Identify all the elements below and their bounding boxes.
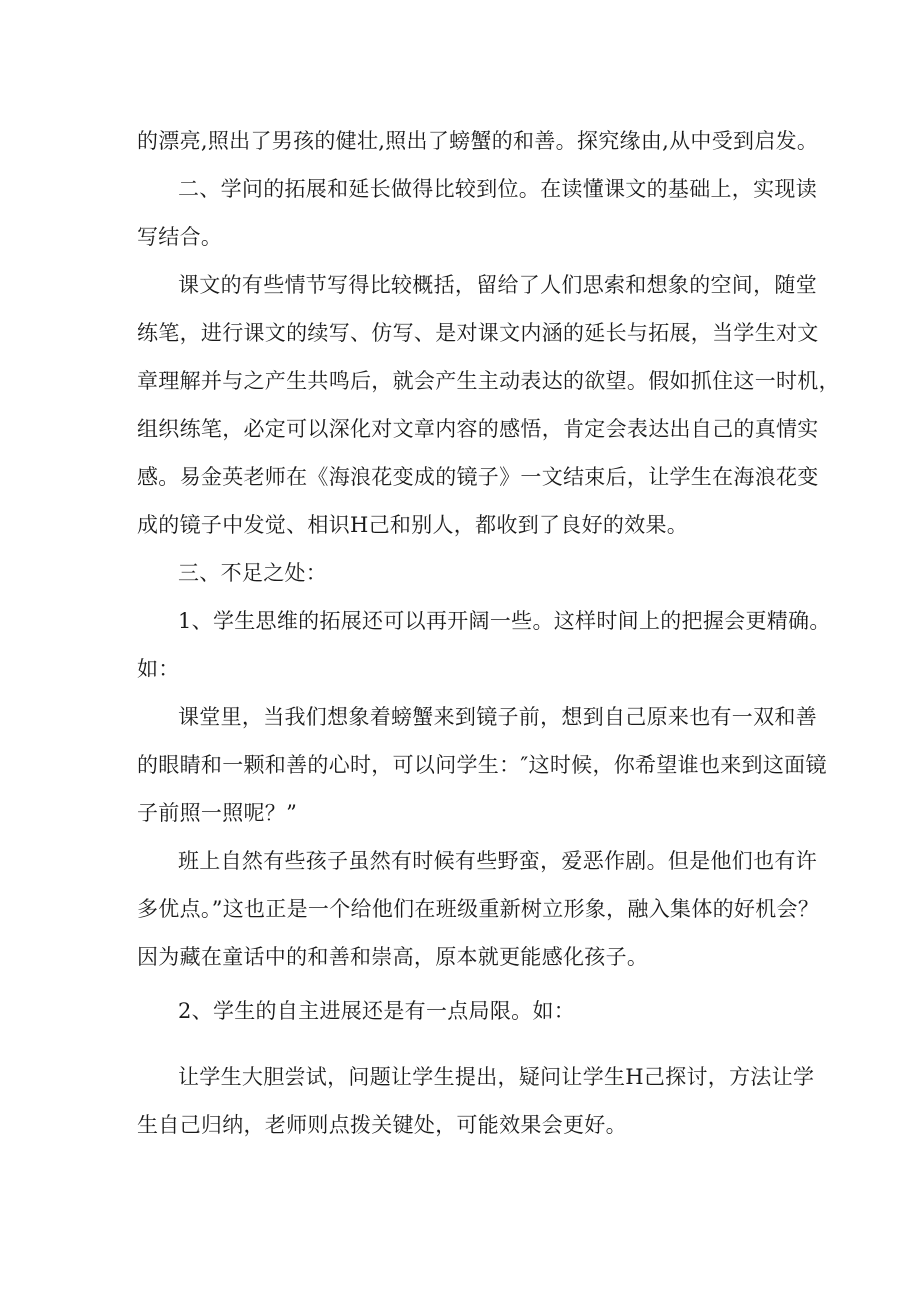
text-line: 子前照一照呢？”: [137, 801, 298, 825]
text-line: 生自己归纳，老师则点拨关键处，可能效果会更好。: [137, 1113, 627, 1137]
text-line: 让学生大胆尝试，问题让学生提出，疑问让学生H己探讨，方法让学: [178, 1065, 815, 1089]
text-line: 2、学生的自主进展还是有一点局限。如：: [178, 999, 576, 1023]
section-heading: 三、不足之处：: [178, 561, 328, 585]
text-line: 的漂亮,照出了男孩的健壮,照出了螃蟹的和善。探究缘由,从中受到启发。: [137, 129, 819, 153]
text-line: 课文的有些情节写得比较概括，留给了人们思索和想象的空间，随堂: [178, 273, 817, 297]
text-line: 写结合。: [137, 225, 223, 249]
text-line: 组织练笔，必定可以深化对文章内容的感悟，肯定会表达出自己的真情实: [137, 417, 819, 441]
text-line: 的眼睛和一颗和善的心时，可以问学生：″这时候，你希望谁也来到这面镜: [137, 753, 827, 777]
text-line: 多优点。”这也正是一个给他们在班级重新树立形象，融入集体的好机会？: [137, 897, 820, 921]
text-line: 如：: [137, 657, 180, 681]
text-line: 成的镜子中发觉、相识H己和别人，都收到了良好的效果。: [137, 513, 689, 537]
section-heading: 二、学问的拓展和延长做得比较到位。在读懂课文的基础上，实现读: [178, 177, 817, 201]
text-line: 章理解并与之产生共鸣后，就会产生主动表达的欲望。假如抓住这一时机，: [137, 369, 840, 393]
text-line: 因为藏在童话中的和善和崇高，原本就更能感化孩子。: [137, 945, 649, 969]
text-line: 感。易金英老师在《海浪花变成的镜子》一文结束后，让学生在海浪花变: [137, 465, 819, 489]
text-line: 练笔，进行课文的续写、仿写、是对课文内涵的延长与拓展，当学生对文: [137, 321, 819, 345]
text-line: 1、学生思维的拓展还可以再开阔一些。这样时间上的把握会更精确。: [178, 609, 831, 633]
text-line: 班上自然有些孩子虽然有时候有些野蛮，爱恶作剧。但是他们也有许: [178, 849, 817, 873]
text-line: 课堂里，当我们想象着螃蟹来到镜子前，想到自己原来也有一双和善: [178, 705, 817, 729]
